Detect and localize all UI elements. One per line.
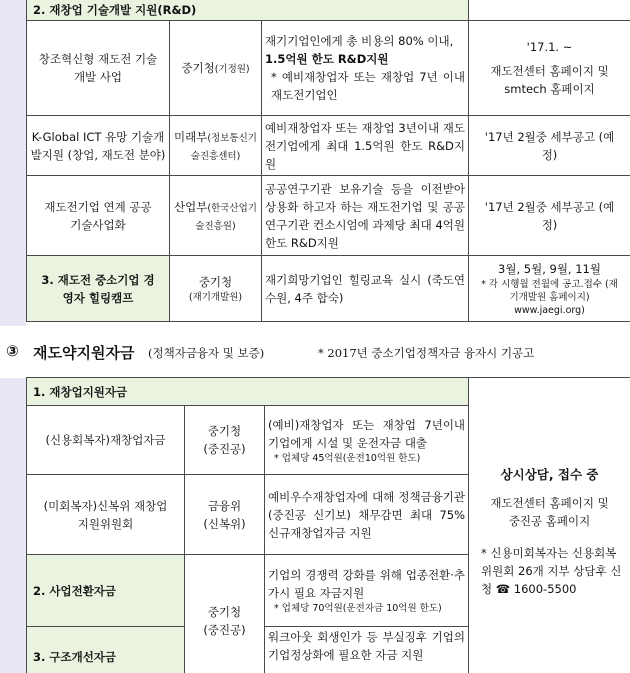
agency-name: 중기청 [181, 61, 215, 75]
support-content: 예비재창업자 또는 재창업 3년이내 재도전기업에게 최대 1.5억원 한도 R&D지원 [262, 116, 469, 176]
program-name: K-Global ICT 유망 기술개발지원 (창업, 재도전 분야) [27, 116, 170, 176]
program-name: 재도전기업 연계 공공기술사업화 [27, 176, 170, 256]
agency-name: 산업부 [174, 199, 208, 214]
rnd-support-table [26, 0, 630, 322]
program-name: 창조혁신형 재도전 기술개발 사업 [27, 21, 170, 116]
section-subtitle: (정책자금융자 및 보증) [148, 346, 265, 360]
support-content [262, 21, 469, 116]
schedule-text: '17년 2월중 세부공고 (예정) [469, 176, 630, 256]
schedule-text: 재도전센터 홈페이지 및 smtech 홈페이지 [490, 64, 609, 96]
schedule-text: '17년 2월중 세부공고 (예정) [469, 116, 630, 176]
agency-name: 중기청 [198, 274, 233, 289]
funding-section-header: 1. 재창업지원자금 [27, 378, 469, 406]
shared-schedule-cell [469, 378, 630, 673]
section-title: 재도약지원자금 [33, 344, 135, 362]
agency-cell [170, 21, 262, 116]
agency-cell [170, 256, 262, 322]
schedule-cell [469, 21, 630, 116]
agency-cell [170, 116, 262, 176]
content-note: * 업체당 45억원(운전10억원 한도) [274, 452, 421, 464]
support-content: 재기희망기업인 힐링교육 실시 (죽도연수원, 4주 합숙) [262, 256, 469, 322]
funding-support-table [26, 377, 630, 673]
schedule-note: * 신용미회복자는 신용회복위원회 26개 지부 상담후 신청 ☎ 1600-5500 [481, 546, 622, 596]
schedule-months: 3월, 5월, 9월, 11월 [498, 262, 601, 276]
content-text: (예비)재창업자 또는 재창업 7년이내 기업에게 시설 및 운전자금 대출 [268, 417, 466, 450]
content-note: * 업체당 70억원(운전자금 10억원 한도) [274, 603, 442, 614]
healing-camp-title: 3. 재도전 중소기업 경영자 힐링캠프 [27, 256, 170, 322]
agency-name: 금융위 (신복위) [185, 475, 265, 555]
schedule-cell [469, 256, 630, 322]
rnd-section-header: 2. 재창업 기술개발 지원(R&D) [27, 0, 469, 21]
agency-sub: (한국산업기술진흥원) [195, 202, 257, 232]
schedule-status: 상시상담, 접수 중 [500, 467, 599, 482]
program-name: 2. 사업전환자금 [27, 555, 185, 627]
support-content: 워크아웃 회생인가 등 부실징후 기업의 기업정상화에 필요한 자금 지원 [265, 627, 469, 673]
support-content [265, 555, 469, 627]
agency-sub: (기정원) [214, 64, 250, 75]
program-name: (미회복자)신복위 재창업지원위원회 [27, 475, 185, 555]
agency-name: 중기청 (중진공) [185, 555, 265, 673]
agency-sub: (재기개발원) [188, 291, 243, 303]
support-content [265, 406, 469, 475]
content-line: 1.5억원 한도 R&D지원 [265, 52, 389, 66]
program-name: (신용회복자)재창업자금 [27, 406, 185, 475]
schedule-text: 재도전센터 홈페이지 및 중진공 홈페이지 [490, 496, 609, 528]
schedule-date: '17.1. ~ [526, 40, 573, 54]
content-line: 재기기업인에게 총 비용의 80% 이내, [265, 34, 454, 48]
content-note: * 예비재창업자 또는 재창업 7년 이내 재도전기업인 [271, 70, 466, 102]
schedule-note: * 각 시행월 전월에 공고.접수 (재기개발원 홈페이지) www.jaegi.org) [481, 279, 618, 316]
content-text: 기업의 경쟁력 강화를 위해 업종전환·추가시 필요 자금지원 [268, 568, 466, 600]
section-note: * 2017년 중소기업정책자금 융자시 기공고 [318, 346, 535, 360]
agency-name: 중기청 (중진공) [185, 406, 265, 475]
agency-sub: (정보통신기술진흥센터) [190, 132, 257, 162]
agency-name: 미래부 [174, 129, 208, 144]
section-number: ③ [6, 342, 19, 360]
support-content: 공공연구기관 보유기술 등을 이전받아 상용화 하고자 하는 재도전기업 및 공공연구기관 컨소시엄에 과제당 최대 4억원 한도 R&D지원 [262, 176, 469, 256]
agency-cell [170, 176, 262, 256]
support-content: 예비우수재창업자에 대해 정책금융기관(중진공 신기보) 채무감면 최대 75% 신규재창업자금 지원 [265, 475, 469, 555]
program-name: 3. 구조개선자금 [27, 627, 185, 673]
section-heading [0, 338, 630, 366]
